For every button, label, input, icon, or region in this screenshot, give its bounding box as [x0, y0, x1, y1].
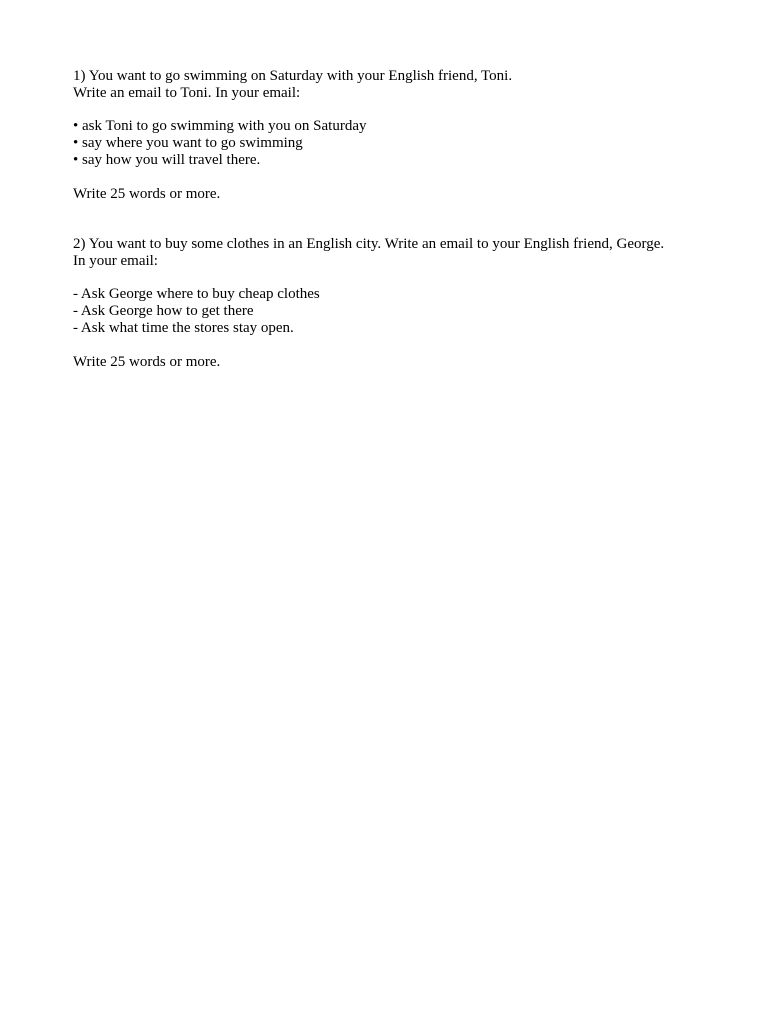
task-2	[73, 236, 733, 370]
task-1-bullet-list	[73, 118, 733, 168]
task-1-prompt-line-2: Write an email to Toni. In your email:	[73, 84, 301, 101]
task-1-bullet-item: • say how you will travel there.	[73, 151, 261, 168]
task-2-prompt-line-2: In your email:	[73, 252, 158, 269]
task-2-bullet-list	[73, 286, 733, 336]
spacer	[73, 270, 733, 287]
document-page	[73, 68, 733, 370]
task-2-bullet-item: - Ask George where to buy cheap clothes	[73, 286, 320, 303]
task-1-bullet-item: • ask Toni to go swimming with you on Saturday	[73, 118, 367, 135]
task-1	[73, 68, 733, 202]
task-2-word-count: Write 25 words or more.	[73, 353, 221, 370]
section-spacer	[73, 202, 733, 236]
task-1-bullet-item: • say where you want to go swimming	[73, 135, 303, 152]
task-2-bullet-item: - Ask what time the stores stay open.	[73, 319, 294, 336]
spacer	[73, 102, 733, 119]
task-1-word-count: Write 25 words or more.	[73, 185, 221, 202]
spacer	[73, 337, 733, 354]
task-1-prompt-line-1: 1) You want to go swimming on Saturday with your English friend, Toni.	[73, 68, 513, 84]
task-2-bullet-item: - Ask George how to get there	[73, 303, 254, 320]
spacer	[73, 169, 733, 186]
task-2-prompt-line-1: 2) You want to buy some clothes in an English city. Write an email to your English friend, George.	[73, 235, 665, 252]
